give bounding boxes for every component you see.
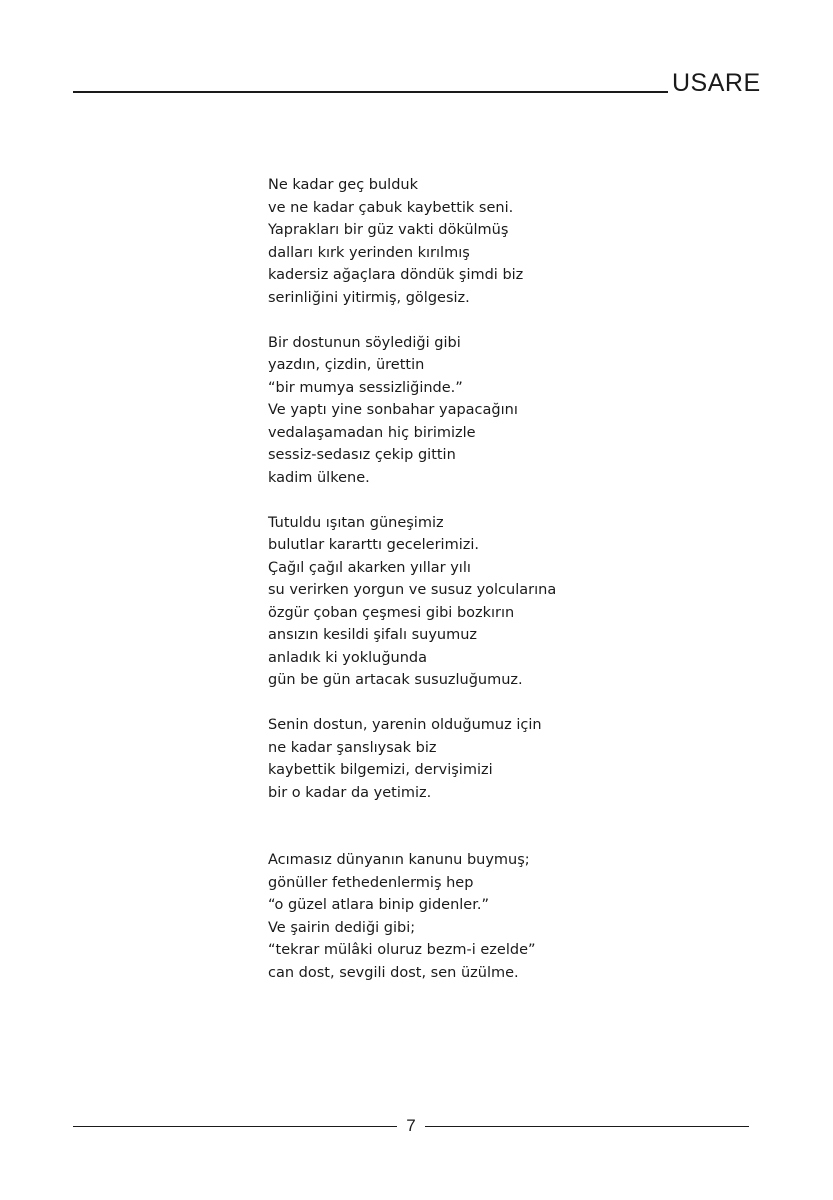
header-rule — [73, 91, 668, 93]
page-number: 7 — [406, 1116, 416, 1135]
poem-line: ne kadar şanslıysak biz — [268, 739, 437, 756]
poem-line: Bir dostunun söylediği gibi — [268, 334, 461, 351]
poem-line: gün be gün artacak susuzluğumuz. — [268, 672, 523, 688]
poem-line: ve ne kadar çabuk kaybettik seni. — [268, 199, 514, 216]
poem-line: su verirken yorgun ve susuz yolcularına — [268, 582, 557, 598]
poem-line: Tutuldu ışıtan güneşimiz — [268, 514, 444, 531]
poem-line: vedalaşamadan hiç birimizle — [268, 424, 476, 441]
poem-line: anladık ki yokluğunda — [268, 649, 428, 666]
stanza-1 — [268, 174, 688, 309]
poem-line: “o güzel atlara binip gidenler.” — [268, 897, 489, 913]
poem-line: özgür çoban çeşmesi gibi bozkırın — [268, 604, 515, 621]
stanza-2 — [268, 332, 688, 490]
poem-body — [268, 174, 688, 984]
poem-line: Çağıl çağıl akarken yıllar yılı — [268, 559, 471, 576]
stanza-3 — [268, 512, 688, 692]
poem-line: yazdın, çizdin, ürettin — [268, 357, 425, 373]
poem-line: bir o kadar da yetimiz. — [268, 784, 432, 801]
poem-line: Ve yaptı yine sonbahar yapacağını — [268, 402, 518, 418]
poem-line: serinliğini yitirmiş, gölgesiz. — [268, 289, 470, 306]
poem-line: can dost, sevgili dost, sen üzülme. — [268, 964, 519, 981]
poem-line: kadersiz ağaçlara döndük şimdi biz — [268, 267, 524, 283]
poem-line: kadim ülkene. — [268, 469, 370, 486]
journal-title: USARE — [672, 69, 761, 97]
footer-rule-left — [73, 1126, 397, 1127]
poem-line: ansızın kesildi şifalı suyumuz — [268, 627, 478, 643]
poem-line: Yaprakları bir güz vakti dökülmüş — [268, 222, 509, 238]
poem-line: kaybettik bilgemizi, dervişimizi — [268, 762, 493, 778]
poem-line: dalları kırk yerinden kırılmış — [268, 244, 470, 261]
poem-line: bulutlar kararttı gecelerimizi. — [268, 537, 479, 553]
footer-rule-right — [425, 1126, 749, 1127]
poem-line: Ve şairin dediği gibi; — [268, 919, 416, 936]
poem-line: Senin dostun, yarenin olduğumuz için — [268, 717, 542, 733]
poem-line: gönüller fethedenlermiş hep — [268, 874, 474, 891]
poem-line: Acımasız dünyanın kanunu buymuş; — [268, 852, 530, 868]
poem-line: sessiz-sedasız çekip gittin — [268, 447, 456, 463]
poem-line: Ne kadar geç bulduk — [268, 177, 418, 193]
poem-line: “tekrar mülâki oluruz bezm-i ezelde” — [268, 942, 536, 958]
stanza-4 — [268, 714, 688, 804]
poem-line: “bir mumya sessizliğinde.” — [268, 379, 463, 396]
stanza-5 — [268, 849, 688, 984]
